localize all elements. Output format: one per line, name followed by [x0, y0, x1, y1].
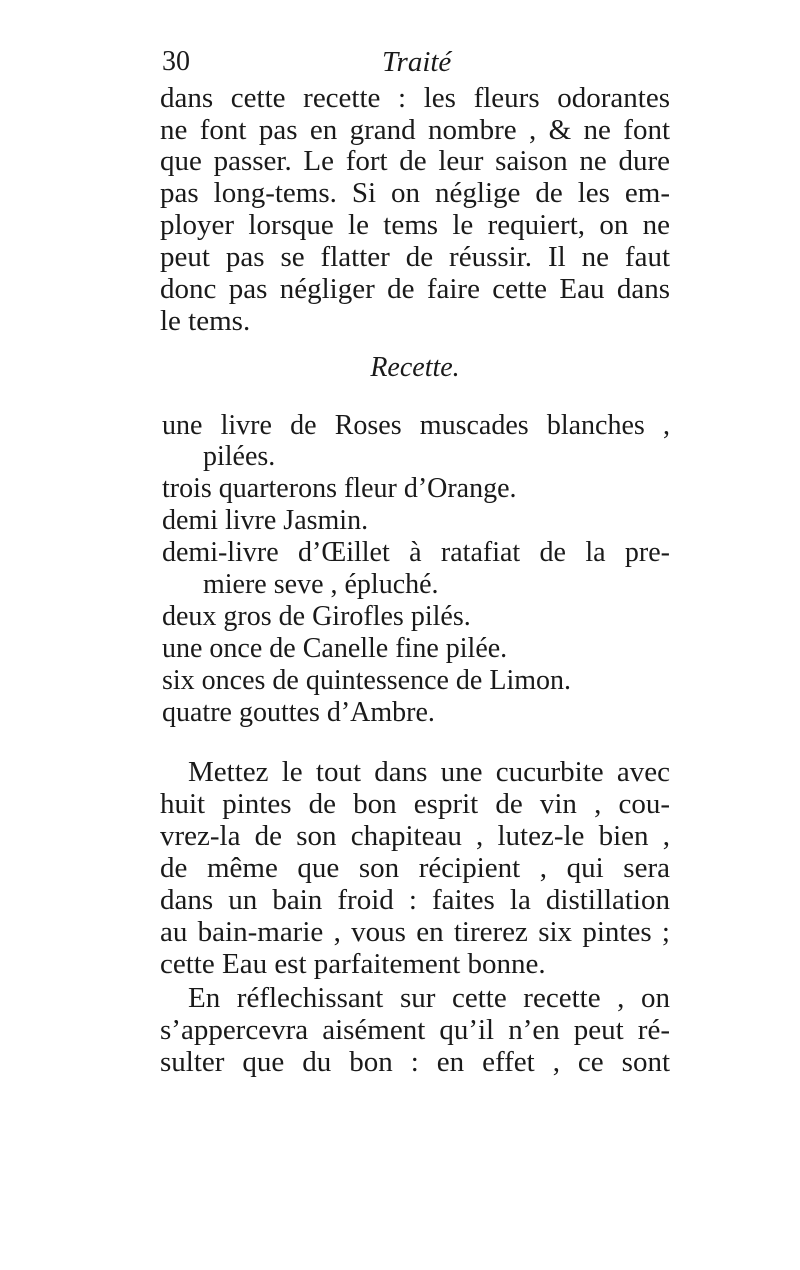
list-item: une once de Canelle fine pilée.	[162, 633, 508, 664]
page-header	[160, 46, 670, 86]
list-item-continuation: miere seve , épluché.	[203, 569, 439, 600]
list-item: demi-livre d’Œillet à ratafiat de la pre-	[162, 537, 670, 568]
text-line: sulter que du bon : en effet , ce sont	[160, 1046, 670, 1078]
list-item: demi livre Jasmin.	[162, 505, 369, 536]
text-line: le tems.	[160, 305, 251, 337]
list-item: trois quarterons fleur d’Orange.	[162, 473, 517, 504]
text-line: ne font pas en grand nombre , & ne font	[160, 114, 670, 146]
list-item: six onces de quintessence de Limon.	[162, 665, 572, 696]
list-item: deux gros de Girofles pilés.	[162, 601, 471, 632]
list-item-continuation: pilées.	[203, 441, 276, 472]
text-line: s’appercevra aisément qu’il n’en peut ré-	[160, 1014, 670, 1046]
text-line: huit pintes de bon esprit de vin , cou-	[160, 788, 670, 820]
running-title: Traité	[382, 46, 452, 78]
text-line: donc pas négliger de faire cette Eau dans	[160, 273, 670, 305]
text-line: dans un bain froid : faites la distillation	[160, 884, 670, 916]
text-line: pas long-tems. Si on néglige de les em-	[160, 177, 670, 209]
text-line: vrez-la de son chapiteau , lutez-le bien ,	[160, 820, 670, 852]
text-line: dans cette recette : les fleurs odorantes	[160, 82, 670, 114]
text-line: peut pas se flatter de réussir. Il ne faut	[160, 241, 670, 273]
list-item: quatre gouttes d’Ambre.	[162, 697, 435, 728]
text-line: de même que son récipient , qui sera	[160, 852, 670, 884]
text-line: Mettez le tout dans une cucurbite avec	[188, 756, 670, 788]
list-item: une livre de Roses muscades blanches ,	[162, 410, 670, 441]
recipe-title: Recette.	[370, 352, 460, 383]
text-line: au bain-marie , vous en tirerez six pintes ;	[160, 916, 670, 948]
text-line: En réflechissant sur cette recette , on	[188, 982, 670, 1014]
text-line: que passer. Le fort de leur saison ne dure	[160, 145, 670, 177]
page-number: 30	[162, 46, 190, 77]
text-line: cette Eau est parfaitement bonne.	[160, 948, 546, 980]
text-line: ployer lorsque le tems le requiert, on ne	[160, 209, 670, 241]
